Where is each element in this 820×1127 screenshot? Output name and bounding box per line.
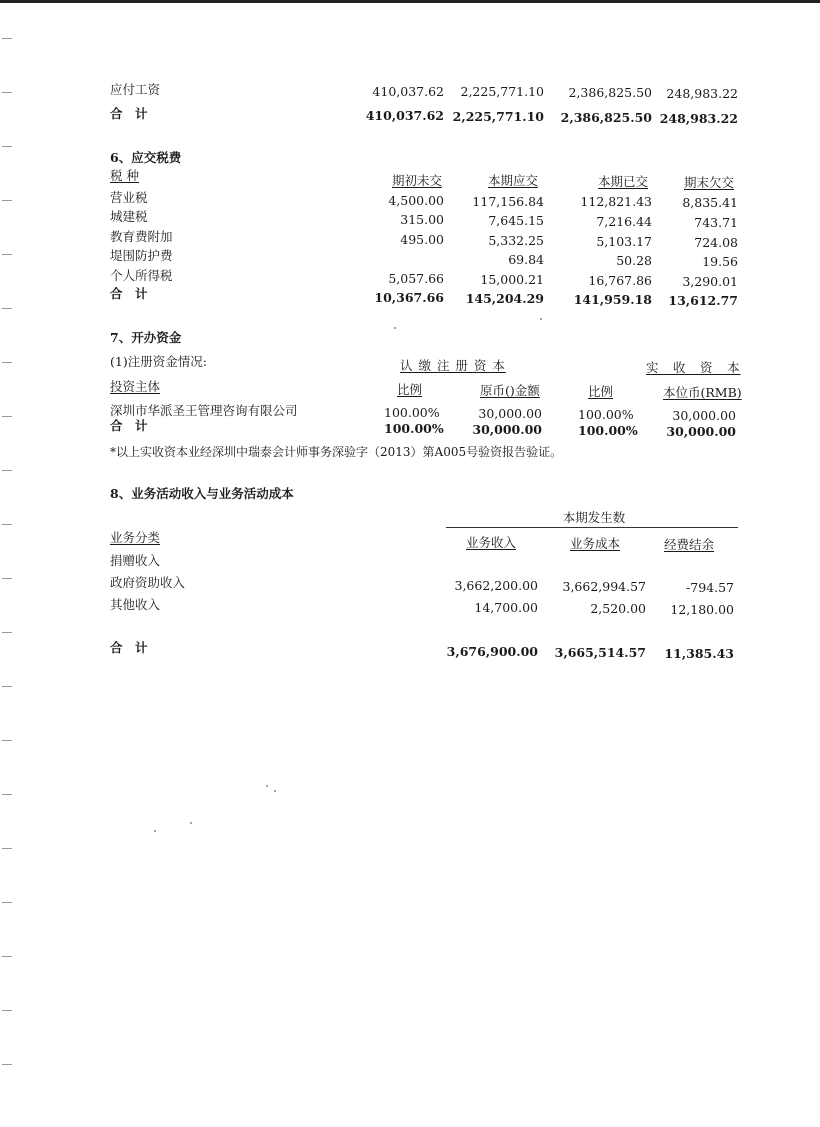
business-row-cost: 3,662,994.57 (562, 579, 646, 594)
business-header-income: 业务收入 (466, 535, 517, 550)
business-row-balance: 12,180.00 (670, 602, 734, 617)
business-total-cost: 3,665,514.57 (554, 645, 646, 660)
business-row-name: 捐赠收入 (110, 553, 161, 568)
capital-total-label: 合 计 (110, 418, 148, 433)
salary-total-accrued: 2,225,771.10 (452, 109, 544, 124)
tax-row-paid: 50.28 (616, 253, 652, 268)
tax-row-closing: 743.71 (694, 215, 738, 230)
taxes-total-label: 合 计 (110, 286, 148, 301)
tax-row-name: 教育费附加 (110, 229, 173, 244)
tax-row-opening: 4,500.00 (388, 193, 444, 208)
salary-total-opening: 410,037.62 (365, 108, 444, 123)
business-total-income: 3,676,900.00 (446, 644, 538, 659)
tax-row-name: 营业税 (110, 190, 148, 205)
tax-row-closing: 19.56 (702, 254, 738, 269)
business-row-name: 政府资助收入 (110, 575, 186, 590)
taxes-header-opening: 期初未交 (392, 173, 443, 188)
capital-ratio-2: 100.00% (578, 407, 634, 422)
capital-subtitle: (1)注册资金情况: (110, 354, 207, 369)
scan-speck (154, 830, 156, 832)
salary-opening: 410,037.62 (372, 84, 444, 99)
capital-header-investor: 投资主体 (110, 379, 161, 394)
capital-note: *以上实收资本业经深圳中瑞泰会计师事务深验字（2013）第A005号验资报告验证。 (110, 445, 563, 459)
taxes-total-opening: 10,367.66 (374, 290, 444, 305)
capital-total-original: 30,000.00 (472, 422, 542, 437)
scan-speck (394, 327, 396, 329)
tax-row-accrued: 7,645.15 (488, 213, 544, 228)
capital-total-rmb: 30,000.00 (666, 424, 736, 439)
tax-row-closing: 724.08 (694, 235, 738, 250)
scan-speck (540, 318, 542, 320)
business-row-income: 14,700.00 (474, 600, 538, 615)
scan-speck (274, 790, 276, 792)
salary-closing: 248,983.22 (666, 86, 738, 101)
tax-row-name: 堤围防护费 (110, 248, 173, 263)
capital-group-paid: 实 收 资 本 (646, 360, 741, 375)
taxes-total-paid: 141,959.18 (573, 292, 652, 307)
tax-row-opening: 315.00 (400, 212, 444, 227)
tax-row-paid: 16,767.86 (588, 273, 652, 288)
capital-group-subscribed: 认 缴 注 册 资 本 (400, 358, 506, 373)
taxes-total-accrued: 145,204.29 (465, 291, 544, 306)
salary-paid: 2,386,825.50 (568, 85, 652, 100)
business-title: 8、业务活动收入与业务活动成本 (110, 486, 294, 501)
scan-top-edge (0, 0, 820, 3)
taxes-header-paid: 本期已交 (598, 174, 649, 189)
business-period-rule (446, 527, 738, 528)
business-header-cost: 业务成本 (570, 536, 621, 551)
business-row-balance: -794.57 (686, 580, 734, 595)
salary-total-label: 合 计 (110, 106, 148, 121)
salary-row-label: 应付工资 (110, 82, 161, 97)
taxes-header-accrued: 本期应交 (488, 173, 539, 188)
taxes-header-closing: 期末欠交 (684, 175, 735, 190)
tax-row-accrued: 69.84 (508, 252, 544, 267)
capital-original-amount: 30,000.00 (478, 406, 542, 421)
business-header-balance: 经费结余 (664, 537, 715, 552)
tax-row-name: 个人所得税 (110, 268, 173, 283)
salary-total-closing: 248,983.22 (659, 111, 738, 126)
salary-total-paid: 2,386,825.50 (560, 110, 652, 125)
tax-row-accrued: 15,000.21 (480, 272, 544, 287)
capital-title: 7、开办资金 (110, 330, 182, 345)
business-row-cost: 2,520.00 (590, 601, 646, 616)
business-header-category: 业务分类 (110, 530, 161, 545)
tax-row-paid: 5,103.17 (596, 234, 652, 249)
binding-margin-marks (0, 0, 14, 1127)
capital-total-ratio-2: 100.00% (578, 423, 638, 438)
capital-header-rmb-amount: 本位币(RMB) (663, 385, 742, 400)
business-total-label: 合 计 (110, 640, 148, 655)
business-period-header: 本期发生数 (562, 510, 626, 525)
tax-row-opening: 495.00 (400, 232, 444, 247)
capital-rmb-amount: 30,000.00 (672, 408, 736, 423)
tax-row-name: 城建税 (110, 209, 148, 224)
taxes-title: 6、应交税费 (110, 150, 182, 165)
taxes-total-closing: 13,612.77 (668, 293, 738, 308)
business-row-name: 其他收入 (110, 597, 161, 612)
salary-accrued: 2,225,771.10 (460, 84, 544, 99)
tax-row-paid: 112,821.43 (580, 194, 652, 209)
tax-row-paid: 7,216.44 (596, 214, 652, 229)
scan-speck (190, 822, 192, 824)
capital-header-original-amount: 原币()金额 (480, 383, 540, 398)
tax-row-closing: 3,290.01 (682, 274, 738, 289)
capital-header-ratio-1: 比例 (397, 382, 423, 397)
tax-row-accrued: 117,156.84 (472, 194, 544, 209)
capital-header-ratio-2: 比例 (588, 384, 614, 399)
taxes-header-type: 税 种 (110, 168, 139, 183)
capital-ratio-1: 100.00% (384, 405, 440, 420)
business-row-income: 3,662,200.00 (454, 578, 538, 593)
capital-investor-name: 深圳市华派圣王管理咨询有限公司 (110, 403, 298, 418)
scan-speck (266, 785, 268, 787)
tax-row-closing: 8,835.41 (682, 195, 738, 210)
tax-row-opening: 5,057.66 (388, 271, 444, 286)
tax-row-accrued: 5,332.25 (488, 233, 544, 248)
business-total-balance: 11,385.43 (664, 646, 734, 661)
capital-total-ratio-1: 100.00% (384, 421, 444, 436)
